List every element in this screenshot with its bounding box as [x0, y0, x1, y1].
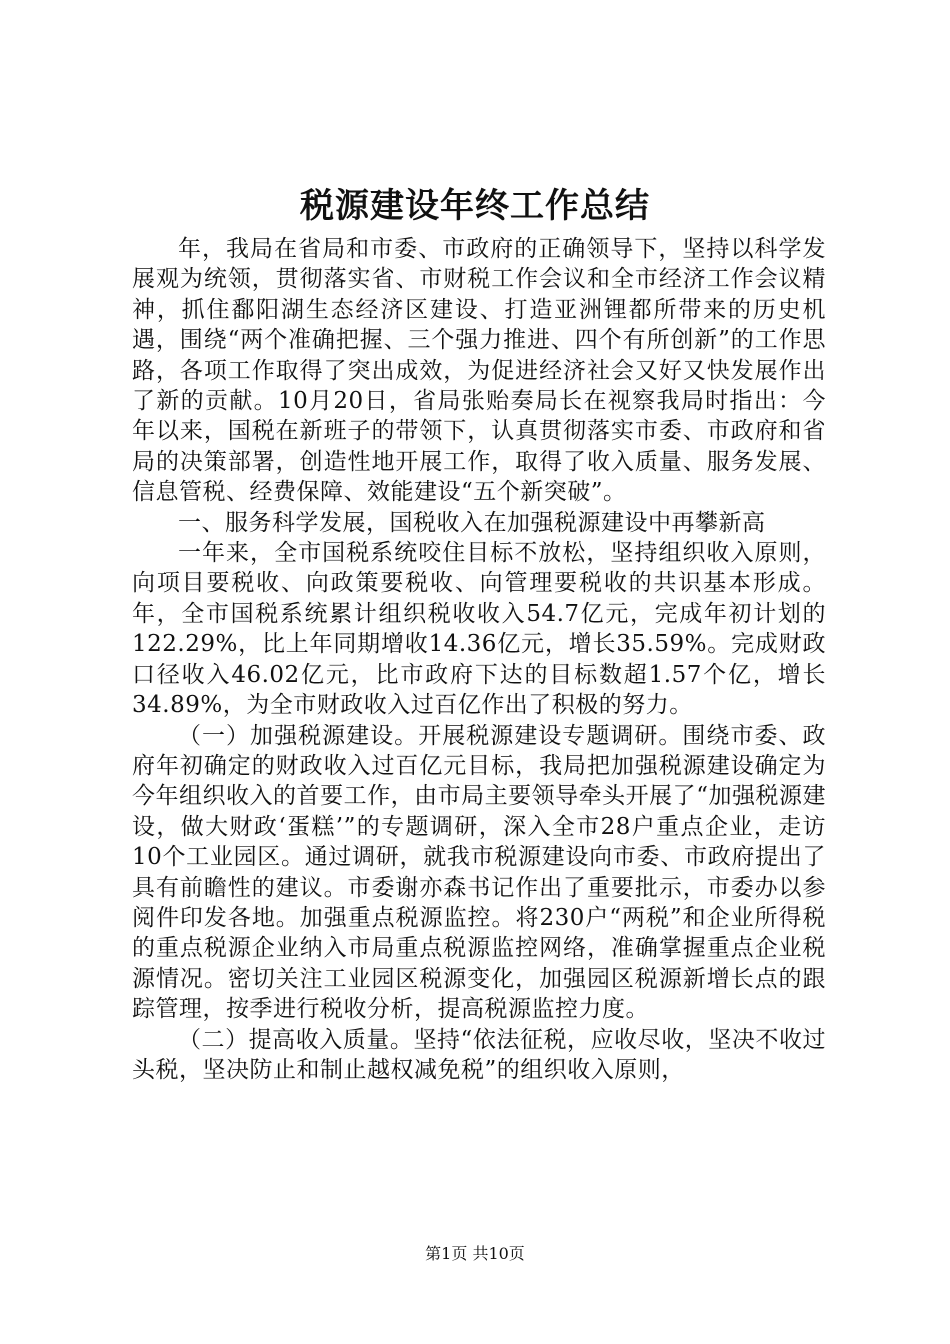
paragraph-revenue: 一年来，全市国税系统咬住目标不放松，坚持组织收入原则，向项目要税收、向政策要税收、向管理要税收的共识基本形成。年，全市国税系统累计组织税收收入54.7亿元，完成年初计划的122.29%，比上年同期增收14.36亿元，增长35.59%。完成财政口径收入46.02亿元，比市政府下达的目标数超1.57个亿，增长34.89%，为全市财政收入过百亿作出了积极的努力。	[132, 540, 826, 719]
section-heading-1: 一、服务科学发展，国税收入在加强税源建设中再攀新高	[178, 509, 766, 536]
page-footer: 第1页 共10页	[425, 1244, 525, 1263]
paragraph-intro: 年，我局在省局和市委、市政府的正确领导下，坚持以科学发展观为统领，贯彻落实省、市财税工作会议和全市经济工作会议精神，抓住鄱阳湖生态经济区建设、打造亚洲锂都所带来的历史机遇，围绕“两个准确把握、三个强力推进、四个有所创新”的工作思路，各项工作取得了突出成效，为促进经济社会又好又快发展作出了新的贡献。10月20日，省局张贻奏局长在视察我局时指出：今年以来，国税在新班子的带领下，认真贯彻落实市委、市政府和省局的决策部署，创造性地开展工作，取得了收入质量、服务发展、信息管税、经费保障、效能建设“五个新突破”。	[132, 236, 826, 506]
paragraph-revenue-quality: （二）提高收入质量。坚持“依法征税，应收尽收，坚决不收过头税，坚决防止和制止越权减免税”的组织收入原则，	[132, 1026, 826, 1083]
document-body	[132, 234, 826, 1085]
paragraph-tax-source: （一）加强税源建设。开展税源建设专题调研。围绕市委、政府年初确定的财政收入过百亿元目标，我局把加强税源建设确定为今年组织收入的首要工作，由市局主要领导牵头开展了“加强税源建设，做大财政‘蛋糕’”的专题调研，深入全市28户重点企业，走访10个工业园区。通过调研，就我市税源建设向市委、市政府提出了具有前瞻性的建议。市委谢亦森书记作出了重要批示，市委办以参阅件印发各地。加强重点税源监控。将230户“两税”和企业所得税的重点税源企业纳入市局重点税源监控网络，准确掌握重点企业税源情况。密切关注工业园区税源变化，加强园区税源新增长点的跟踪管理，按季进行税收分析，提高税源监控力度。	[132, 722, 826, 1023]
document-title: 税源建设年终工作总结	[300, 186, 650, 226]
